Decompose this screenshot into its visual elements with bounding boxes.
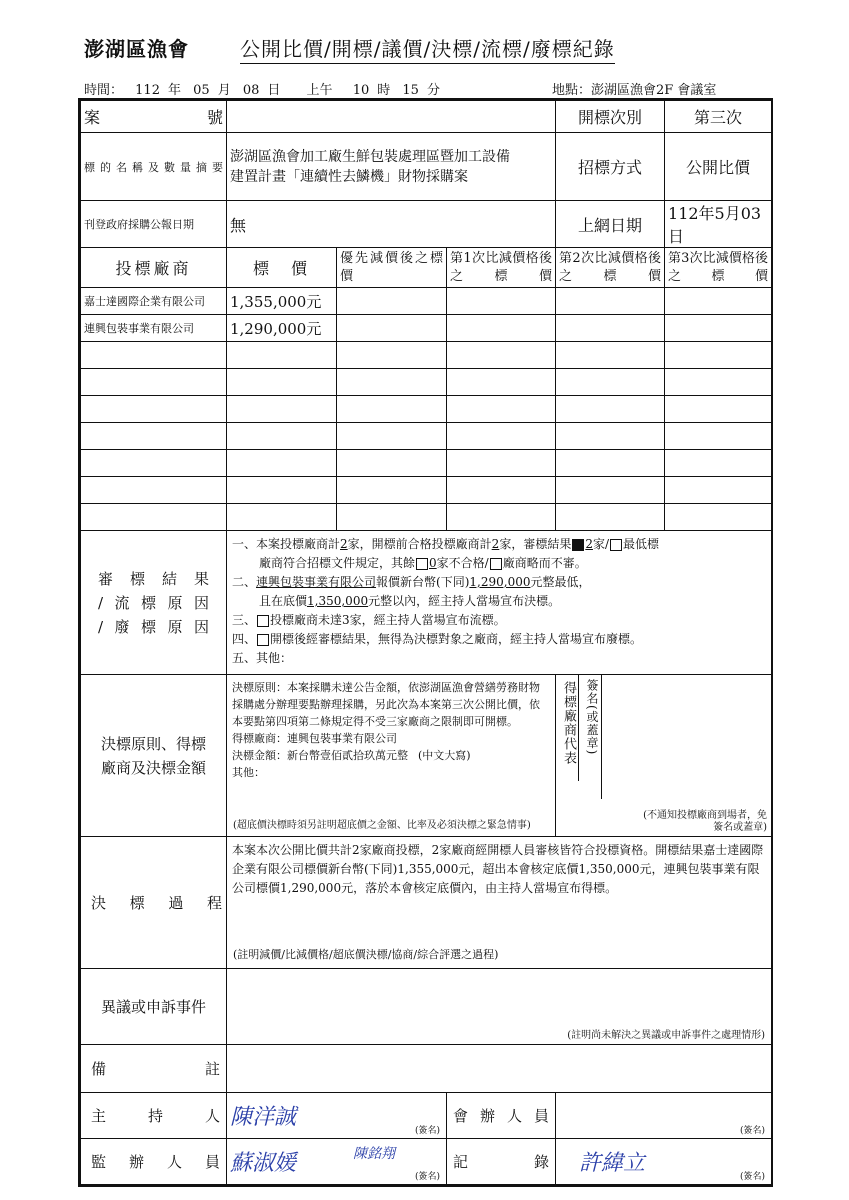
table-row (81, 504, 772, 531)
recorder-signature: 許緯立 (簽名) (556, 1139, 772, 1185)
winner-rep-label: 得標廠商代表 (556, 675, 579, 781)
award-label: 決標原則、得標 廠商及決標金額 (81, 675, 227, 837)
time-hour-unit: 時 (377, 83, 391, 98)
unchecked-checkbox-icon (490, 558, 502, 570)
host-label: 主 持 人 (81, 1093, 227, 1139)
bid-header-round1: 第1次比減價格後之標價 (447, 248, 556, 288)
host-handwritten-signature: 陳洋誠 (230, 1105, 297, 1130)
unchecked-checkbox-icon (610, 539, 622, 551)
time-month: 05 (193, 83, 210, 98)
dispute-text: (註明尚未解決之異議或申訴事件之處理情形) (227, 969, 772, 1045)
case-no-value (227, 101, 556, 133)
table-row (81, 369, 772, 396)
remarks-value (227, 1045, 772, 1093)
bid-cell (556, 288, 665, 315)
recorder-label: 記 錄 (447, 1139, 556, 1185)
review-result: 一、本案投標廠商計2家，開標前合格投標廠商計2家，審標結果 2家/ 最低標 廠商符合招標文件規定，其餘 0家不合格/ 廠商略而不審。 二、連興包裝事業有限公司報價新台幣(下同)1,290,000元整最低， 且在底價1,350,000元整以內，經主持人當場宣布決標。 三、 投標廠商未達3家，經主持人當場宣布流標。 四、 開標後經審標結果，無得為決標對象之廠商，經主持人當場宣布廢標。 五、其他： (227, 531, 772, 675)
table-row (81, 396, 772, 423)
org-name: 澎湖區漁會 (84, 37, 189, 61)
item-name-value: 澎湖區漁會加工廠生鮮包裝處理區暨加工設備建置計畫「連續性去鱗機」財物採購案 (227, 133, 556, 201)
winner-rep-sign (556, 675, 772, 837)
time-day-unit: 日 (267, 83, 281, 98)
dispute-label: 異議或申訴事件 (81, 969, 227, 1045)
table-row (81, 288, 772, 315)
gazette-label: 刊登政府採購公報日期 (81, 201, 227, 248)
record-table (78, 98, 773, 1187)
bid-vendor: 嘉士達國際企業有限公司 (81, 288, 227, 315)
bid-cell (665, 288, 772, 315)
online-date-label: 上網日期 (556, 201, 665, 248)
bid-cell (337, 288, 447, 315)
supervisor-label: 監辦人員 (81, 1139, 227, 1185)
bid-header-price: 標 價 (227, 248, 337, 288)
time-month-unit: 月 (217, 83, 231, 98)
bid-header-vendor: 投標廠商 (81, 248, 227, 288)
bid-price: 1,290,000元 (227, 315, 337, 342)
time-year-unit: 年 (167, 83, 181, 98)
supervisor-handwritten-signature-2: 陳銘翔 (353, 1146, 395, 1162)
bid-cell (447, 288, 556, 315)
time-ampm: 上午 (306, 83, 333, 98)
winner-sign-label: 簽名(或蓋章) (579, 675, 602, 799)
recorder-handwritten-signature: 許緯立 (579, 1151, 646, 1176)
winner-rep-note: (不通知投標廠商到場者，免簽名或蓋章) (643, 810, 768, 833)
remarks-label: 備 註 (81, 1045, 227, 1093)
process-text: 本案本次公開比價共計2家廠商投標，2家廠商經開標人員審核皆符合投標資格。開標結果嘉士達國際企業有限公司標價新台幣(下同)1,355,000元，超出本會核定底價1,350,000元，連興包裝事業有限公司標價1,290,000元，落於本會核定底價內，由主持人當場宣布得標。 (註明減價/比減價格/超底價決標/協商/綜合評選之過程) (227, 837, 772, 969)
supervisor-signature: 蘇淑媛 陳銘翔 (簽名) (227, 1139, 447, 1185)
host-signature: 陳洋誠 (簽名) (227, 1093, 447, 1139)
gazette-value: 無 (227, 201, 556, 248)
bid-cell (665, 315, 772, 342)
method-value: 公開比價 (665, 133, 772, 201)
bid-header-round2: 第2次比減價格後之標價 (556, 248, 665, 288)
time-minute: 15 (402, 83, 419, 98)
round-value: 第三次 (665, 101, 772, 133)
table-row (81, 315, 772, 342)
unchecked-checkbox-icon (416, 558, 428, 570)
time-year: 112 (135, 83, 160, 98)
award-principle: 決標原則：本案採購未達公告金額，依澎湖區漁會營繕勞務財物採購處分辦理要點辦理採購，另此次為本案第三次公開比價，依本要點第四項第二條規定得不受三家廠商之限制即可開標。 得標廠商：連興包裝事業有限公司 決標金額：新台幣壹佰貳拾玖萬元整 (中文大寫) 其他： (超底價決標時須另註明超底價之金額、比率及必須決標之緊急情事) (227, 675, 556, 837)
unchecked-checkbox-icon (257, 615, 269, 627)
table-row (81, 423, 772, 450)
supervisor-handwritten-signature: 蘇淑媛 (230, 1151, 297, 1176)
co-label: 會辦人員 (447, 1093, 556, 1139)
time-hour: 10 (352, 83, 370, 98)
meeting-time (84, 79, 440, 98)
item-name-label: 標的名稱及數量摘要 (81, 133, 227, 201)
time-minute-unit: 分 (426, 83, 440, 98)
bid-price: 1,355,000元 (227, 288, 337, 315)
bid-header-priority: 優先減價後之標價 (337, 248, 447, 288)
co-signature: (簽名) (556, 1093, 772, 1139)
table-row (81, 450, 772, 477)
table-row (81, 477, 772, 504)
meeting-location: 地點：澎湖區漁會2F 會議室 (552, 83, 717, 98)
unchecked-checkbox-icon (257, 634, 269, 646)
round-label: 開標次別 (556, 101, 665, 133)
bid-header-round3: 第3次比減價格後之標價 (665, 248, 772, 288)
process-label: 決標過程 (81, 837, 227, 969)
time-day: 08 (242, 83, 260, 98)
online-date-value: 112年5月03日 (665, 201, 772, 248)
bid-cell (447, 315, 556, 342)
bid-cell (337, 315, 447, 342)
method-label: 招標方式 (556, 133, 665, 201)
table-row (81, 342, 772, 369)
checked-checkbox-icon (572, 539, 584, 551)
bid-vendor: 連興包裝事業有限公司 (81, 315, 227, 342)
bid-cell (556, 315, 665, 342)
form-title: 公開比價/開標/議價/決標/流標/廢標紀錄 (240, 33, 615, 64)
time-label: 時間： (84, 83, 124, 98)
case-no-label: 案 號 (81, 101, 227, 133)
review-label: 審標結果 /流標原因 /廢標原因 (81, 531, 227, 675)
